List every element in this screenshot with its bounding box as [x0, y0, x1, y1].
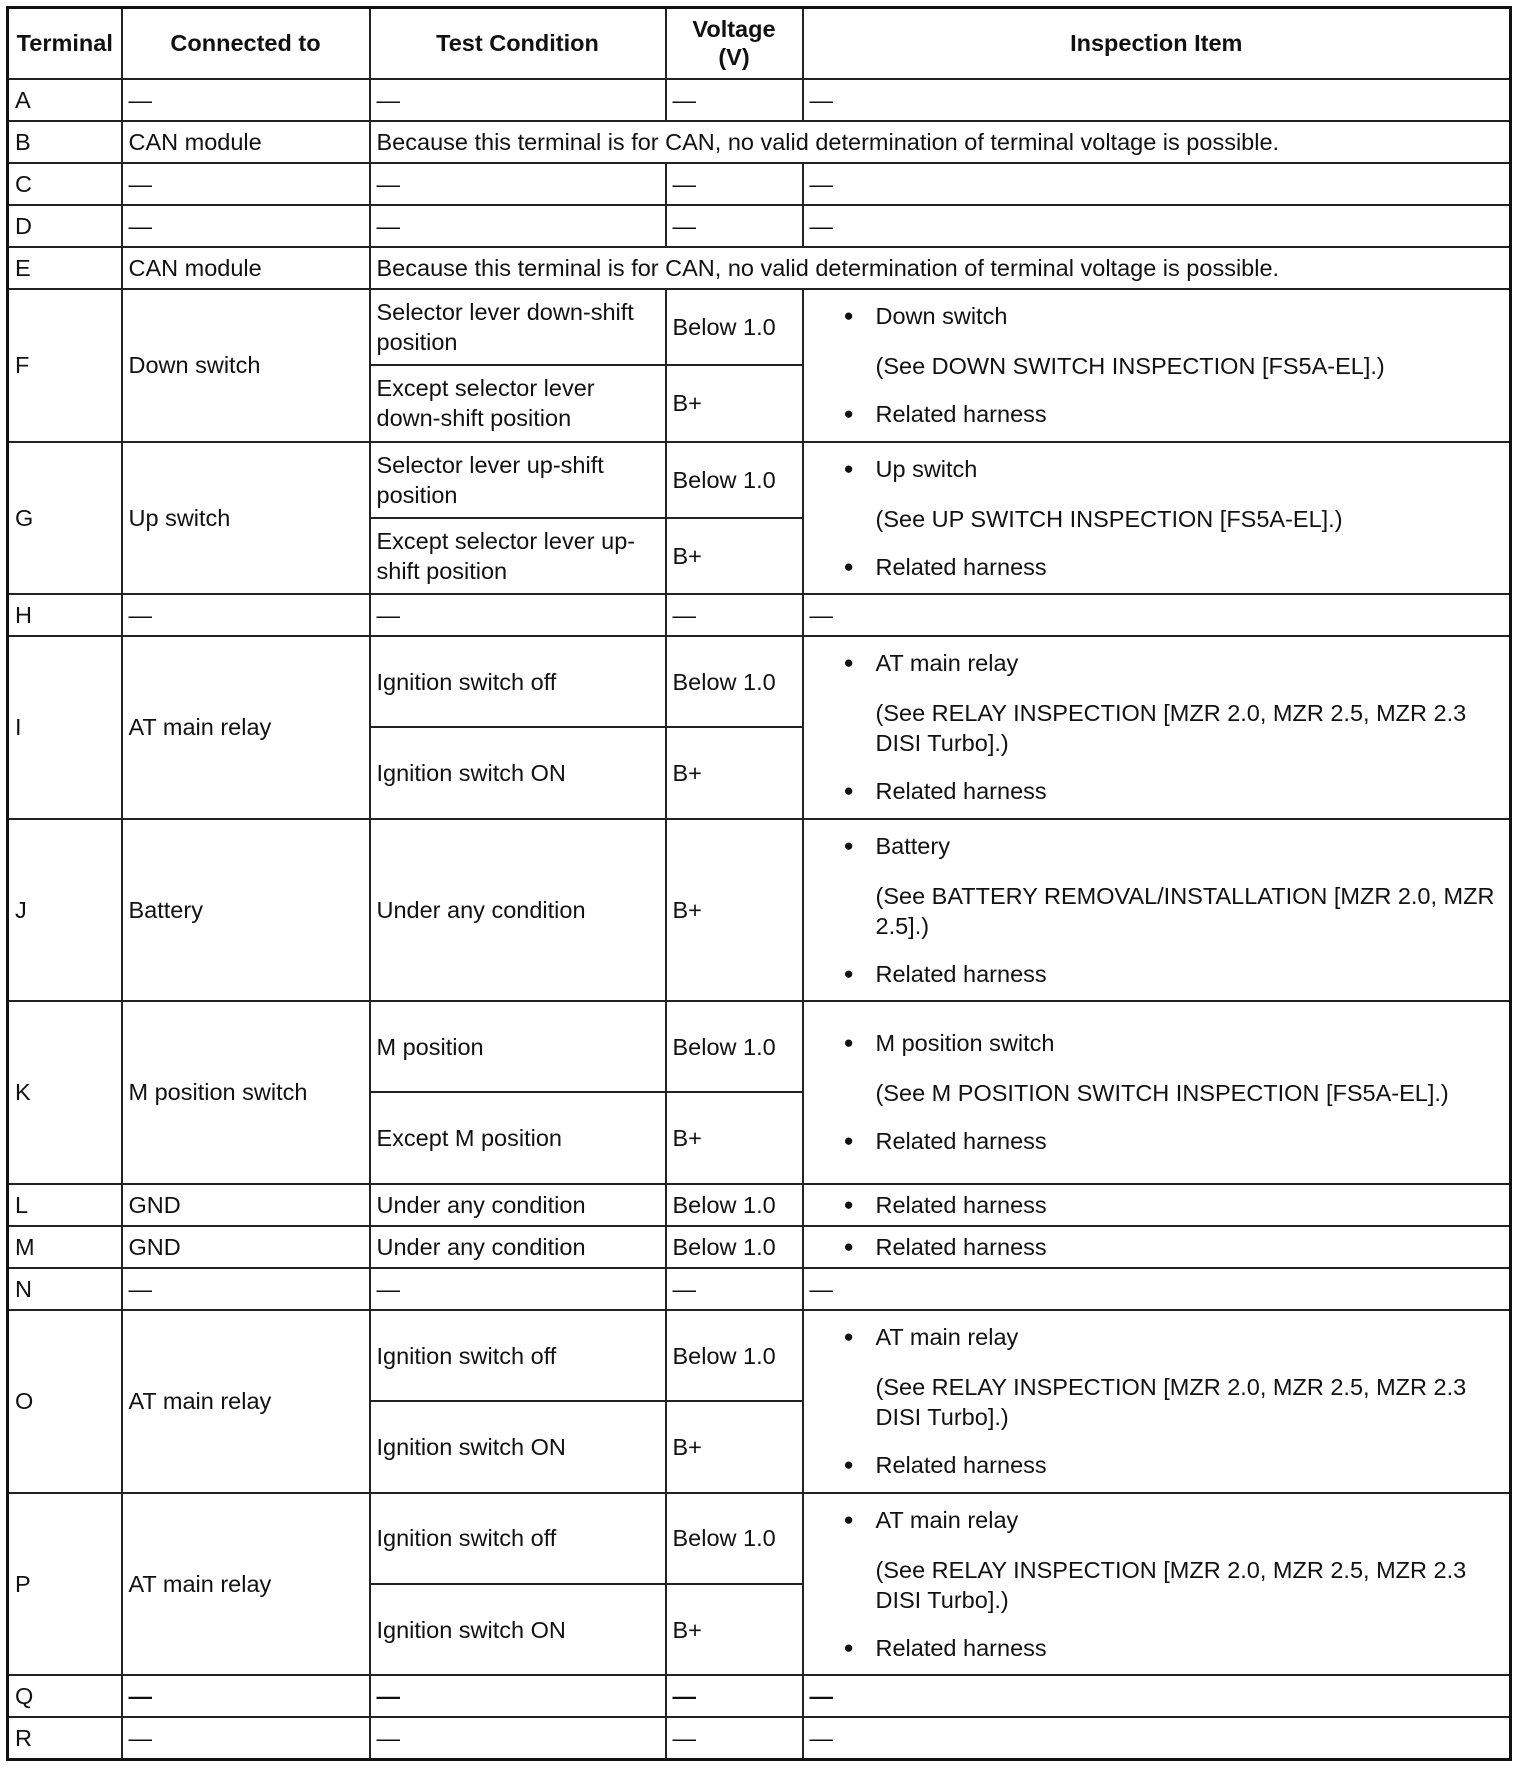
- connected-to-cell: Down switch: [122, 289, 370, 441]
- related-harness: ● Related harness: [844, 1126, 1504, 1156]
- terminal-cell: B: [8, 121, 122, 163]
- connected-to-cell: Battery: [122, 819, 370, 1002]
- voltage-cell: —: [666, 79, 803, 121]
- inspection-reference: (See M POSITION SWITCH INSPECTION [FS5A-EL].): [875, 1080, 1449, 1107]
- table-row: [8, 247, 1511, 289]
- test-condition-cell: —: [370, 1675, 666, 1717]
- inspection-reference: (See RELAY INSPECTION [MZR 2.0, MZR 2.5, MZR 2.3 DISI Turbo].): [875, 1374, 1467, 1431]
- header-terminal: Terminal: [8, 8, 122, 79]
- connected-to-cell: GND: [122, 1184, 370, 1226]
- header-inspection-item: Inspection Item: [803, 8, 1511, 79]
- inspection-cell: [803, 442, 1511, 594]
- inspection-item: ● AT main relay: [844, 1322, 1504, 1352]
- connected-to-cell: —: [122, 205, 370, 247]
- table-row: [8, 1310, 1511, 1401]
- table-row: [8, 1184, 1511, 1226]
- test-condition-cell: M position: [370, 1001, 666, 1092]
- test-condition-cell: Under any condition: [370, 1226, 666, 1268]
- inspection-reference: (See RELAY INSPECTION [MZR 2.0, MZR 2.5, MZR 2.3 DISI Turbo].): [875, 700, 1467, 757]
- inspection-reference: (See BATTERY REMOVAL/INSTALLATION [MZR 2.0, MZR 2.5].): [875, 882, 1495, 939]
- terminal-cell: C: [8, 163, 122, 205]
- voltage-cell: —: [666, 163, 803, 205]
- inspection-cell: —: [803, 594, 1511, 636]
- inspection-cell: —: [803, 79, 1511, 121]
- terminal-cell: H: [8, 594, 122, 636]
- connected-to-cell: GND: [122, 1226, 370, 1268]
- voltage-cell: —: [666, 205, 803, 247]
- connected-to-cell: AT main relay: [122, 636, 370, 819]
- connected-to-cell: —: [122, 79, 370, 121]
- inspection-cell: —: [803, 1717, 1511, 1759]
- test-condition-cell: —: [370, 163, 666, 205]
- related-harness: ● Related harness: [844, 1190, 1504, 1220]
- connected-to-cell: —: [122, 1717, 370, 1759]
- terminal-cell: K: [8, 1001, 122, 1184]
- can-note-cell: Because this terminal is for CAN, no valid determination of terminal voltage is possible.: [370, 247, 1511, 289]
- inspection-reference: (See RELAY INSPECTION [MZR 2.0, MZR 2.5, MZR 2.3 DISI Turbo].): [875, 1556, 1467, 1613]
- inspection-cell: [803, 1226, 1511, 1268]
- terminal-cell: O: [8, 1310, 122, 1493]
- voltage-cell: —: [666, 594, 803, 636]
- terminal-cell: Q: [8, 1675, 122, 1717]
- connected-to-cell: —: [122, 1675, 370, 1717]
- inspection-reference: (See UP SWITCH INSPECTION [FS5A-EL].): [875, 505, 1343, 532]
- terminal-cell: L: [8, 1184, 122, 1226]
- table-row: [8, 79, 1511, 121]
- terminal-cell: J: [8, 819, 122, 1002]
- voltage-cell: Below 1.0: [666, 442, 803, 518]
- related-harness: ● Related harness: [844, 399, 1504, 429]
- inspection-cell: [803, 819, 1511, 1002]
- table-row: [8, 1675, 1511, 1717]
- test-condition-cell: Ignition switch ON: [370, 1401, 666, 1492]
- test-condition-cell: —: [370, 594, 666, 636]
- terminal-cell: I: [8, 636, 122, 819]
- inspection-item: ● AT main relay: [844, 1505, 1504, 1535]
- inspection-cell: —: [803, 205, 1511, 247]
- related-harness: ● Related harness: [844, 959, 1504, 989]
- connected-to-cell: AT main relay: [122, 1310, 370, 1493]
- voltage-cell: —: [666, 1675, 803, 1717]
- test-condition-cell: Ignition switch off: [370, 636, 666, 727]
- related-harness: ● Related harness: [844, 1232, 1504, 1262]
- inspection-item: ● Battery: [844, 831, 1504, 861]
- header-voltage: Voltage (V): [666, 8, 803, 79]
- inspection-cell: [803, 636, 1511, 819]
- test-condition-cell: —: [370, 205, 666, 247]
- table-row: [8, 819, 1511, 1002]
- inspection-item: ● M position switch: [844, 1028, 1504, 1058]
- inspection-item: ● Down switch: [844, 301, 1504, 331]
- related-harness: ● Related harness: [844, 1633, 1504, 1663]
- test-condition-cell: Ignition switch ON: [370, 1584, 666, 1675]
- voltage-cell: B+: [666, 1092, 803, 1183]
- terminal-cell: F: [8, 289, 122, 441]
- connected-to-cell: CAN module: [122, 247, 370, 289]
- terminal-cell: G: [8, 442, 122, 594]
- test-condition-cell: Selector lever up-shift position: [370, 442, 666, 518]
- voltage-cell: B+: [666, 365, 803, 441]
- inspection-item: ● Up switch: [844, 454, 1504, 484]
- inspection-cell: [803, 1001, 1511, 1184]
- inspection-cell: [803, 1184, 1511, 1226]
- table-row: [8, 121, 1511, 163]
- voltage-cell: —: [666, 1717, 803, 1759]
- connected-to-cell: M position switch: [122, 1001, 370, 1184]
- voltage-cell: Below 1.0: [666, 1310, 803, 1401]
- test-condition-cell: Under any condition: [370, 819, 666, 1002]
- table-row: [8, 289, 1511, 365]
- related-harness: ● Related harness: [844, 552, 1504, 582]
- table-row: [8, 1717, 1511, 1759]
- test-condition-cell: Except selector lever down-shift position: [370, 365, 666, 441]
- terminal-cell: N: [8, 1268, 122, 1310]
- test-condition-cell: Except selector lever up-shift position: [370, 518, 666, 594]
- inspection-cell: [803, 289, 1511, 441]
- voltage-cell: Below 1.0: [666, 1493, 803, 1584]
- inspection-cell: —: [803, 1675, 1511, 1717]
- test-condition-cell: Ignition switch off: [370, 1493, 666, 1584]
- connected-to-cell: —: [122, 1268, 370, 1310]
- inspection-cell: [803, 1493, 1511, 1676]
- terminal-cell: M: [8, 1226, 122, 1268]
- connected-to-cell: CAN module: [122, 121, 370, 163]
- terminal-cell: E: [8, 247, 122, 289]
- test-condition-cell: Selector lever down-shift position: [370, 289, 666, 365]
- related-harness: ● Related harness: [844, 776, 1504, 806]
- table-row: [8, 205, 1511, 247]
- voltage-cell: Below 1.0: [666, 636, 803, 727]
- table-row: [8, 1268, 1511, 1310]
- connected-to-cell: Up switch: [122, 442, 370, 594]
- can-note-cell: Because this terminal is for CAN, no valid determination of terminal voltage is possible.: [370, 121, 1511, 163]
- table-row: [8, 1001, 1511, 1092]
- voltage-cell: Below 1.0: [666, 1001, 803, 1092]
- header-connected-to: Connected to: [122, 8, 370, 79]
- voltage-cell: Below 1.0: [666, 1184, 803, 1226]
- inspection-cell: —: [803, 1268, 1511, 1310]
- table-row: [8, 1226, 1511, 1268]
- voltage-cell: B+: [666, 727, 803, 818]
- test-condition-cell: —: [370, 1717, 666, 1759]
- test-condition-cell: Under any condition: [370, 1184, 666, 1226]
- test-condition-cell: —: [370, 79, 666, 121]
- test-condition-cell: —: [370, 1268, 666, 1310]
- table-row: [8, 636, 1511, 727]
- header-row: [8, 8, 1511, 79]
- terminal-cell: R: [8, 1717, 122, 1759]
- test-condition-cell: Except M position: [370, 1092, 666, 1183]
- voltage-cell: —: [666, 1268, 803, 1310]
- voltage-cell: Below 1.0: [666, 289, 803, 365]
- inspection-cell: [803, 1310, 1511, 1493]
- terminal-cell: P: [8, 1493, 122, 1676]
- inspection-item: ● AT main relay: [844, 648, 1504, 678]
- connected-to-cell: AT main relay: [122, 1493, 370, 1676]
- connected-to-cell: —: [122, 594, 370, 636]
- voltage-cell: B+: [666, 518, 803, 594]
- terminal-cell: D: [8, 205, 122, 247]
- terminal-cell: A: [8, 79, 122, 121]
- voltage-cell: B+: [666, 1401, 803, 1492]
- voltage-cell: Below 1.0: [666, 1226, 803, 1268]
- header-test-condition: Test Condition: [370, 8, 666, 79]
- test-condition-cell: Ignition switch ON: [370, 727, 666, 818]
- voltage-cell: B+: [666, 819, 803, 1002]
- terminal-voltage-table: [6, 6, 1512, 1761]
- table-row: [8, 594, 1511, 636]
- test-condition-cell: Ignition switch off: [370, 1310, 666, 1401]
- inspection-cell: —: [803, 163, 1511, 205]
- inspection-reference: (See DOWN SWITCH INSPECTION [FS5A-EL].): [875, 353, 1385, 380]
- table-row: [8, 163, 1511, 205]
- related-harness: ● Related harness: [844, 1450, 1504, 1480]
- connected-to-cell: —: [122, 163, 370, 205]
- table-row: [8, 442, 1511, 518]
- table-row: [8, 1493, 1511, 1584]
- voltage-cell: B+: [666, 1584, 803, 1675]
